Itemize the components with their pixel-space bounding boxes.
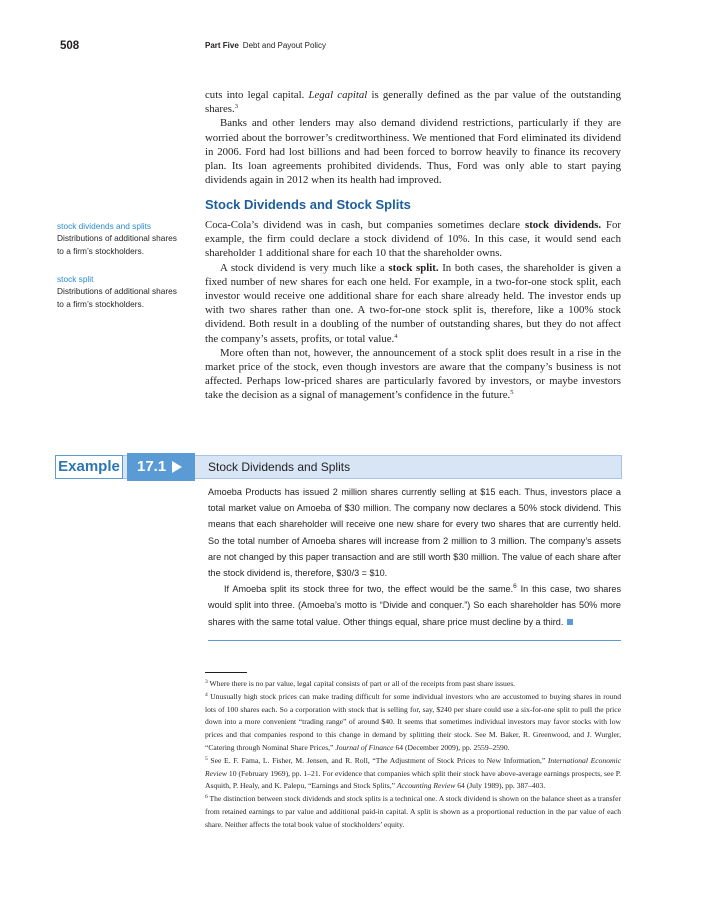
example-body — [208, 484, 621, 630]
footnote-divider — [205, 672, 247, 673]
margin-term-title: stock split — [57, 274, 94, 284]
running-head — [205, 41, 326, 50]
margin-term-title: stock dividends and splits — [57, 221, 152, 231]
example-paragraph-2: If Amoeba split its stock three for two, the effect would be the same.$^6$ In this case, two shares would split into three. (Amoeba’s motto is “Divide and conquer.”) So each shareholder has 50% more shares with the same total value. Other things equal, share price must decline by a third. — [208, 583, 621, 627]
stock-split-term: stock split. — [388, 261, 439, 274]
footnote-ref-3[interactable]: 3 — [234, 103, 238, 111]
page-number: 508 — [60, 40, 80, 52]
example-label: Example — [55, 455, 123, 479]
footnote-3: $^3$ Where there is no par value, legal capital consists of part or all of the receipts from past share issues. — [205, 679, 516, 688]
example-paragraph-1: Amoeba Products has issued 2 million shares currently selling at $15 each. Thus, investors place a total market value on Amoeba of $30 million. The company now declares a 50% stock dividend. This means that each shareholder will receive one new share for every two shares that are currently held. So the total number of Amoeba shares will increase from 2 million to 3 million. The company’s assets are not changed by this paper transaction and are still worth $30 million. The value of each share after the stock dividend is, therefore, $30/3 = $10. — [208, 487, 621, 579]
footnote-ref-5[interactable]: 5 — [510, 389, 514, 397]
margin-glossary — [57, 220, 185, 326]
page-header — [0, 40, 702, 54]
example-number: 17.1 — [127, 453, 195, 481]
section-paragraph-2: A stock dividend is very much like a stock split. In both cases, the shareholder is given a fixed number of new shares for each one held. For example, in a two-for-one stock split, each investor would receive one additional share for each share already held. The investor ends up with two shares rather than one. A two-for-one stock split is, therefore, like a 100% stock dividend. Both result in a doubling of the number of outstanding shares, but they do not affect the company’s assets, profits, or total value.$^4$ — [205, 261, 621, 345]
footnote-6: $^6$ The distinction between stock dividends and stock splits is a technical one. A stock dividend is shown on the balance sheet as a transfer from retained earnings to par value and additional paid-in capital. A split is shown as a proportional reduction in the par value of each share. Neither affects the total book value of stockholders’ equity. — [205, 794, 622, 829]
example-title: Stock Dividends and Splits — [208, 460, 351, 474]
margin-term — [57, 273, 185, 311]
intro-text — [205, 88, 621, 187]
footnote-ref-4[interactable]: 4 — [394, 332, 398, 340]
margin-term-definition: Distributions of additional shares to a firm’s stockholders. — [57, 233, 177, 256]
stock-dividends-term: stock dividends. — [525, 219, 602, 231]
intro-paragraph-1: cuts into legal capital. Legal capital is generally defined as the par value of the outstanding shares.$^3$ — [205, 89, 622, 116]
intro-paragraph-2: Banks and other lenders may also demand dividend restrictions, particularly if they are worried about the borrower’s creditworthiness. We mentioned that Ford eliminated its dividend in 2006. Ford had lost billions and had been forced to borrow heavily to finance its recovery plan. Its loan agreements prohibited dividends. Thus, Ford was only able to start paying dividends again in 2012 when its health had improved. — [205, 117, 621, 187]
footnote-4: $^4$ Unusually high stock prices can make trading difficult for some individual investors who are accustomed to buying shares in round lots of 100 shares each. So a corporation with stock that is selling for, say, $240 per share could use a six-for-one split to pull the price down into a more convenient “trading range” of around $40. It seems that sometimes individual investors may favor stocks with low prices and that companies respond to this change in demand by splitting their stock. See M. Baker, R. Greenwood, and J. Wurgler, “Catering through Nominal Share Prices,” Journal of Finance 64 (December 2009), pp. 2559–2590. — [205, 691, 622, 752]
legal-capital-term: Legal capital — [308, 89, 368, 101]
part-label: Part Five — [205, 41, 239, 50]
margin-term — [57, 220, 185, 258]
end-of-example-square-icon — [567, 619, 573, 625]
footnotes — [205, 678, 621, 832]
section-heading: Stock Dividends and Stock Splits — [205, 197, 411, 212]
part-title: Debt and Payout Policy — [242, 41, 326, 50]
footnote-5: $^5$ See E. F. Fama, L. Fisher, M. Jensen, and R. Roll, “The Adjustment of Stock Prices to New Information,” International Economic Review 10 (February 1969), pp. 1–21. For evidence that companies which split their stock have above-average earnings prospects, see P. Asquith, P. Healy, and K. Palepu, “Earnings and Stock Splits,” Accounting Review 64 (July 1989), pp. 387–403. — [205, 755, 621, 791]
section-paragraph-3: More often than not, however, the announcement of a stock split does result in a rise in the market price of the stock, even though investors are aware that the company’s business is not affected. Perhaps low-priced shares are particularly favored by investors, or maybe investors take the decision as a signal of management’s confidence in the future.$^5$ — [205, 346, 621, 402]
play-arrow-icon — [171, 461, 183, 473]
section-paragraph-1: Coca-Cola’s dividend was in cash, but companies sometimes declare stock dividends. For example, the firm could declare a stock dividend of 10%. In this case, it would send each shareholder 1 additional share for each 10 that the shareholder owns. — [205, 219, 621, 260]
example-bottom-rule — [208, 640, 621, 641]
section-body — [205, 218, 621, 403]
margin-term-definition: Distributions of additional shares to a firm’s stockholders. — [57, 286, 177, 309]
footnote-ref-6[interactable]: 6 — [513, 583, 517, 591]
